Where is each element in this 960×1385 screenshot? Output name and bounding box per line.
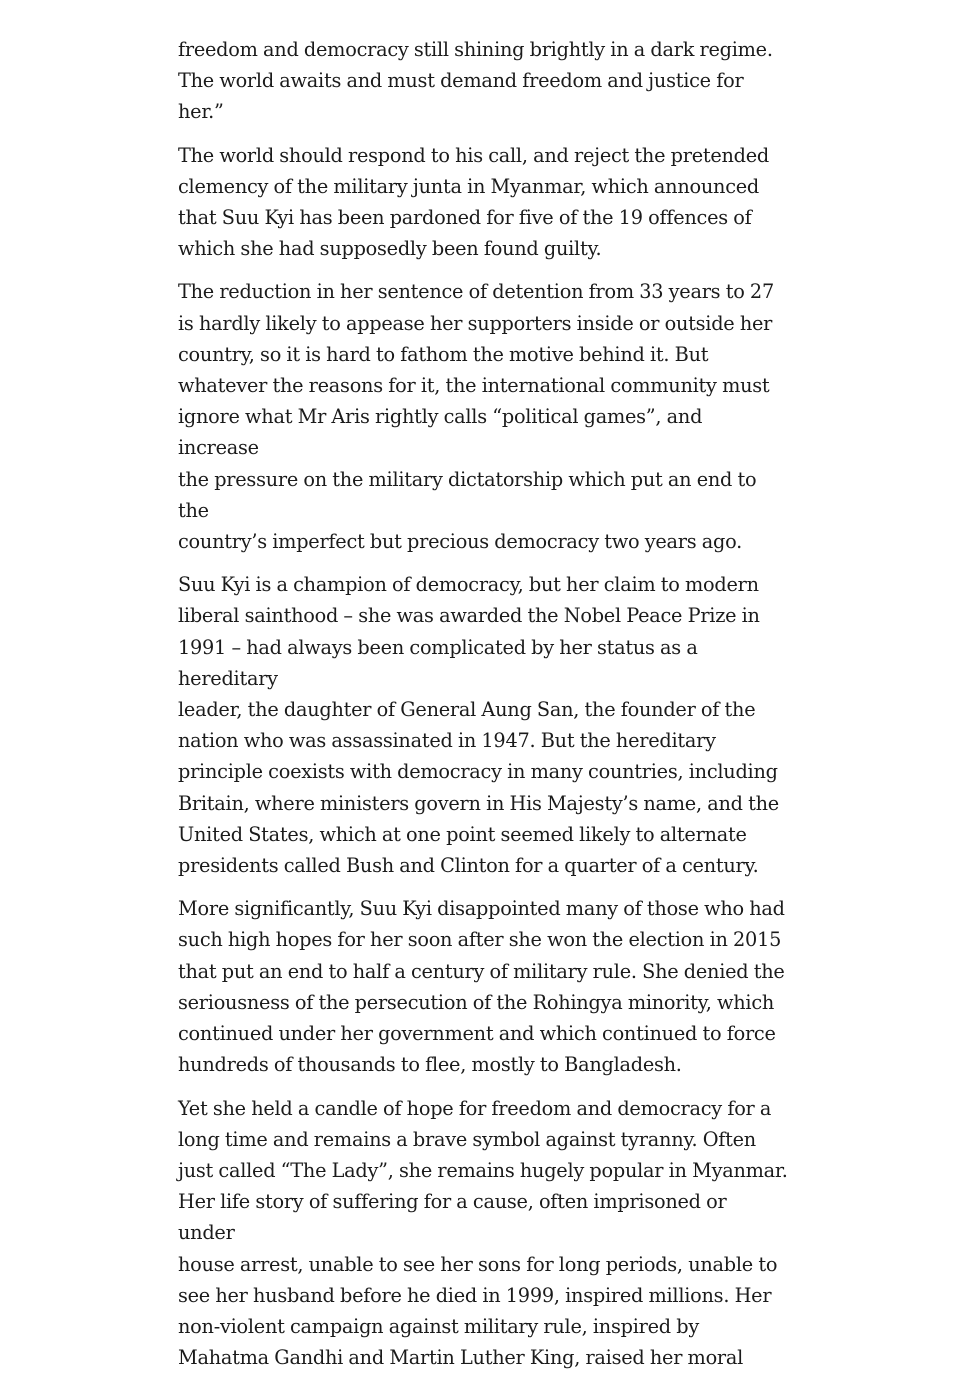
paragraph-champion-of-democracy: Suu Kyi is a champion of democracy, but her claim to modern liberal sainthood – she was awarded the Nobel Peace Prize in 1991 – had always been complicated by her status as a hereditary leader, the daughter of General Aung San, the founder of the nation who was assassinated in 1947. But the hereditary principle coexists with democracy in many countries, including Britain, where ministers govern in His Majesty’s name, and the United States, which at one point seemed likely to alternate presidents called Bush and Clinton for a quarter of a century. [178,573,779,878]
paragraph-disappointment: More significantly, Suu Kyi disappointed many of those who had such high hopes for her soon after she won the election in 2015 that put an end to half a century of military rule. She denied the seriousness of the persecution of the Rohingya minority, which continued under her government and which continued to force hundreds of thousands to flee, mostly to Bangladesh. [178,897,785,1077]
paragraph-sentence-reduction: The reduction in her sentence of detention from 33 years to 27 is hardly likely to appease her supporters inside or outside her country, so it is hard to fathom the motive behind it. But whatever the reasons for it, the international community must ignore what Mr Aris rightly calls “political games”, and increase the pressure on the military dictatorship which put an end to the country’s imperfect but precious democracy two years ago. [178,280,774,554]
paragraph-world-response: The world should respond to his call, and reject the pretended clemency of the military junta in Myanmar, which announced that Suu Kyi has been pardoned for five of the 19 offences of which she had supposedly been found guilty. [178,143,770,261]
paragraph-candle-of-hope: Yet she held a candle of hope for freedom and democracy for a long time and remains a brave symbol against tyranny. Often just called “The Lady”, she remains hugely popular in Myanmar. Her life story of suffering for a cause, often imprisoned or under house arrest, unable to see her sons for long periods, unable to see her husband before he died in 1999, inspired millions. Her non-violent campaign against military rule, inspired by Mahatma Gandhi and Martin Luther King, raised her moral [178,1096,788,1370]
paragraph-quote-ending: freedom and democracy still shining brightly in a dark regime. The world awaits and must demand freedom and justice for her.” [178,38,773,124]
article-body [178,34,788,1385]
